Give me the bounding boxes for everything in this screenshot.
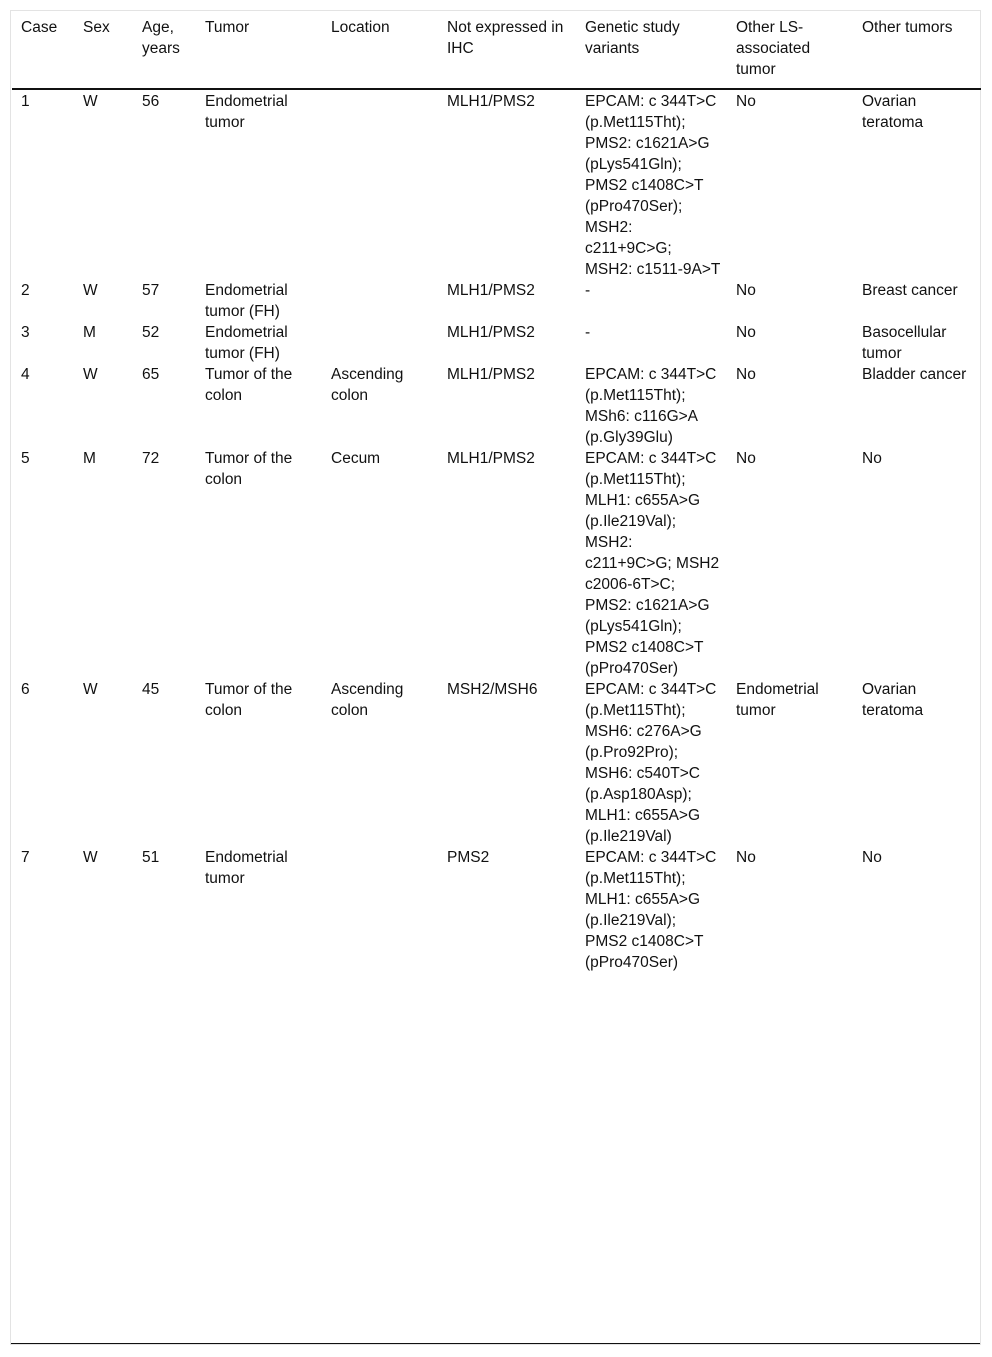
cell-tumor: Endometrial tumor — [205, 849, 288, 887]
cell-age: 65 — [142, 366, 160, 383]
cell-case: 2 — [21, 282, 30, 299]
cell-ls-tumor: No — [736, 366, 756, 383]
cell-other-tumors: Bladder cancer — [862, 366, 967, 383]
cell-case: 6 — [21, 681, 30, 698]
cell-sex: W — [83, 849, 98, 866]
cell-ihc: MLH1/PMS2 — [447, 282, 535, 299]
cell-other-tumors: Breast cancer — [862, 282, 958, 299]
cell-location: Cecum — [331, 450, 381, 467]
header-location: Location — [322, 11, 438, 89]
cell-ls-tumor: No — [736, 282, 756, 299]
header-variants: Genetic study variants — [576, 11, 727, 89]
cell-ihc: MLH1/PMS2 — [447, 324, 535, 341]
cell-case: 4 — [21, 366, 30, 383]
cell-age: 56 — [142, 93, 160, 110]
table-row — [12, 448, 981, 679]
cell-age: 52 — [142, 324, 160, 341]
cell-sex: W — [83, 282, 98, 299]
cell-sex: W — [83, 93, 98, 110]
header-ls-tumor: Other LS-associated tumor — [727, 11, 853, 89]
cell-sex: M — [83, 324, 96, 341]
cell-ls-tumor: No — [736, 849, 756, 866]
cell-location — [322, 847, 438, 973]
cell-age: 51 — [142, 849, 160, 866]
header-row — [12, 11, 981, 89]
table-row — [12, 679, 981, 847]
cell-age: 45 — [142, 681, 160, 698]
cell-location: Ascending colon — [331, 366, 404, 404]
header-case: Case — [12, 11, 74, 89]
table-row — [12, 89, 981, 280]
table-container — [10, 10, 981, 1345]
cell-tumor: Endometrial tumor (FH) — [205, 324, 288, 362]
table-row — [12, 364, 981, 448]
cell-location — [322, 89, 438, 280]
cell-case: 3 — [21, 324, 30, 341]
cell-variants: EPCAM: c 344T>C (p.Met115Tht); MLH1: c655A>G (p.Ile219Val); MSH2: c211+9C>G; MSH2 c2006-6T>C; PMS2: c1621A>G (pLys541Gln); PMS2 c1408C>T (pPro470Ser) — [585, 450, 720, 677]
cell-other-tumors: Basocellular tumor — [862, 324, 947, 362]
cell-tumor: Endometrial tumor (FH) — [205, 282, 288, 320]
cell-ls-tumor: No — [736, 93, 756, 110]
cell-ls-tumor: No — [736, 450, 756, 467]
header-age: Age, years — [133, 11, 196, 89]
cell-age: 57 — [142, 282, 160, 299]
table-row — [12, 322, 981, 364]
cell-ls-tumor: Endometrial tumor — [736, 681, 819, 719]
cell-ihc: MLH1/PMS2 — [447, 93, 535, 110]
cell-location: Ascending colon — [331, 681, 404, 719]
cell-variants: EPCAM: c 344T>C (p.Met115Tht); MLH1: c655A>G (p.Ile219Val); PMS2 c1408C>T (pPro470Ser) — [585, 849, 717, 971]
cell-other-tumors: No — [862, 849, 882, 866]
header-tumor: Tumor — [196, 11, 322, 89]
cell-variants: - — [585, 282, 591, 299]
header-sex: Sex — [74, 11, 133, 89]
cell-ihc: PMS2 — [447, 849, 490, 866]
header-other-tumors: Other tumors — [853, 11, 981, 89]
cell-ihc: MLH1/PMS2 — [447, 450, 535, 467]
table-row — [12, 280, 981, 322]
cell-tumor: Tumor of the colon — [205, 366, 293, 404]
cell-tumor: Endometrial tumor — [205, 93, 288, 131]
cell-case: 7 — [21, 849, 30, 866]
cell-ls-tumor: No — [736, 324, 756, 341]
cell-other-tumors: Ovarian teratoma — [862, 93, 924, 131]
table-row — [12, 847, 981, 973]
cell-location — [322, 322, 438, 364]
cell-age: 72 — [142, 450, 160, 467]
cell-other-tumors: Ovarian teratoma — [862, 681, 924, 719]
cell-tumor: Tumor of the colon — [205, 450, 293, 488]
cell-variants: EPCAM: c 344T>C (p.Met115Tht); MSH6: c276A>G (p.Pro92Pro); MSH6: c540T>C (p.Asp180Asp); MLH1: c655A>G (p.Ile219Val) — [585, 681, 717, 845]
cell-other-tumors: No — [862, 450, 882, 467]
cell-sex: W — [83, 681, 98, 698]
cell-ihc: MSH2/MSH6 — [447, 681, 538, 698]
cell-case: 1 — [21, 93, 30, 110]
header-ihc: Not expressed in IHC — [438, 11, 576, 89]
table-bottom-rule — [11, 1343, 980, 1344]
cell-location — [322, 280, 438, 322]
cell-ihc: MLH1/PMS2 — [447, 366, 535, 383]
cell-variants: - — [585, 324, 591, 341]
cell-tumor: Tumor of the colon — [205, 681, 293, 719]
cell-case: 5 — [21, 450, 30, 467]
cell-sex: W — [83, 366, 98, 383]
cell-variants: EPCAM: c 344T>C (p.Met115Tht); MSh6: c116G>A (p.Gly39Glu) — [585, 366, 717, 446]
cell-sex: M — [83, 450, 96, 467]
cases-table — [12, 11, 981, 973]
cell-variants: EPCAM: c 344T>C (p.Met115Tht); PMS2: c1621A>G (pLys541Gln); PMS2 c1408C>T (pPro470Ser); MSH2: c211+9C>G; MSH2: c1511-9A>T — [585, 93, 721, 278]
